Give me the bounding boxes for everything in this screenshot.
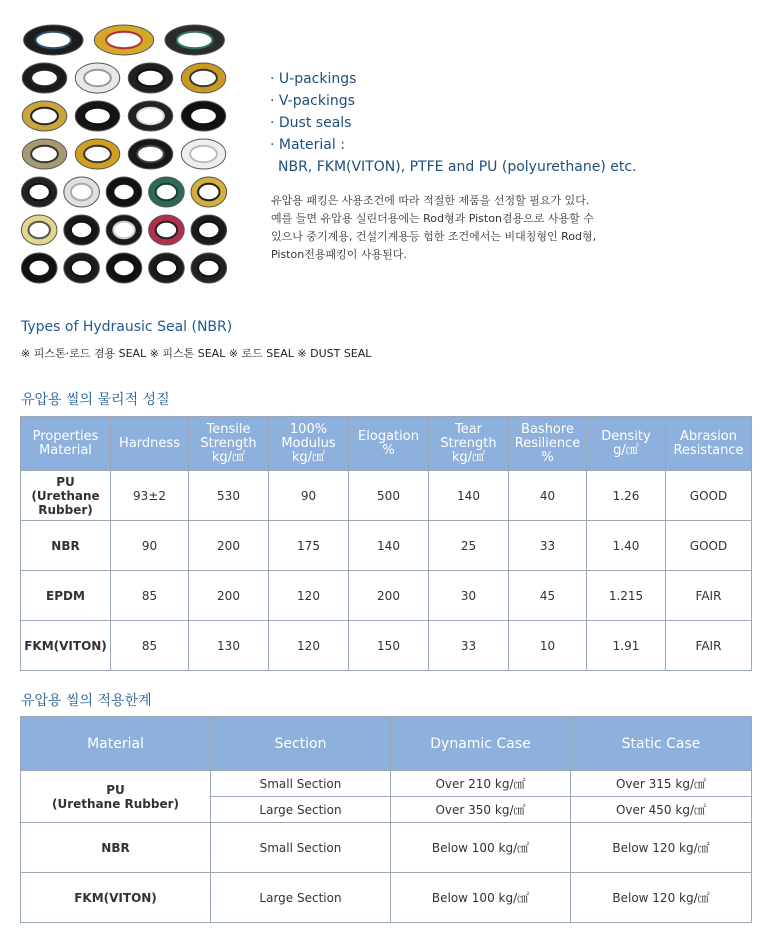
- seal-ring-hole: [71, 222, 92, 239]
- value-cell: 45: [509, 571, 587, 621]
- cell-line: Tensile: [206, 421, 251, 437]
- physical-properties-table: [20, 416, 752, 671]
- cell-line: Material: [39, 442, 92, 458]
- dynamic-cell: Below 100 kg/㎠: [391, 823, 571, 873]
- column-header: [666, 417, 752, 471]
- description-line: 있으나 중기계용, 건설기계용등 험한 조건에서는 비대칭형인 Rod형,: [271, 230, 597, 243]
- value-cell: 25: [429, 521, 509, 571]
- value-cell: 200: [349, 571, 429, 621]
- dynamic-cell: Over 350 kg/㎠: [391, 797, 571, 823]
- spec-item: · U-packings: [270, 71, 357, 87]
- cell-line: Resistance: [673, 442, 744, 458]
- description-line: 예를 들면 유압용 실린더용에는 Rod형과 Piston겸용으로 사용할 수: [271, 212, 594, 225]
- product-description: [271, 192, 651, 264]
- table-row: [21, 571, 752, 621]
- value-cell: 30: [429, 571, 509, 621]
- cell-line: kg/㎠: [291, 449, 326, 465]
- seal-ring-hole: [84, 108, 111, 125]
- cell-line: EPDM: [46, 588, 85, 603]
- value-cell: 175: [269, 521, 349, 571]
- cell-line: Density: [601, 428, 651, 444]
- value-cell: 90: [111, 521, 189, 571]
- seal-ring-hole: [156, 222, 177, 239]
- cell-line: FKM(VITON): [74, 890, 157, 905]
- cell-line: (Urethane Rubber): [51, 796, 180, 811]
- cell-line: PU: [106, 782, 125, 797]
- product-spec-list: [270, 68, 636, 178]
- seal-ring-hole: [137, 146, 164, 163]
- value-cell: 150: [349, 621, 429, 671]
- seal-ring-hole: [190, 70, 217, 87]
- value-cell: 85: [111, 621, 189, 671]
- value-cell: 85: [111, 571, 189, 621]
- spec-item: · Material :: [270, 137, 345, 153]
- cell-line: NBR: [51, 538, 80, 553]
- description-line: 유압용 패킹은 사용조건에 따라 적절한 제품을 선정할 필요가 있다.: [271, 194, 590, 207]
- section-cell: Small Section: [211, 823, 391, 873]
- column-header: [429, 417, 509, 471]
- material-cell: [21, 621, 111, 671]
- seal-ring-hole: [113, 222, 134, 239]
- material-cell: [21, 471, 111, 521]
- column-header: [587, 417, 666, 471]
- value-cell: 10: [509, 621, 587, 671]
- seal-ring-hole: [156, 260, 177, 277]
- cell-line: (Urethane: [31, 488, 100, 503]
- seal-ring-hole: [113, 184, 134, 201]
- cell-line: Abrasion: [679, 428, 738, 444]
- seal-ring-hole: [137, 108, 164, 125]
- cell-line: Modulus: [281, 435, 336, 451]
- properties-title: 유압용 씰의 물리적 성질: [21, 392, 170, 408]
- cell-line: NBR: [101, 840, 130, 855]
- material-list: NBR, FKM(VITON), PTFE and PU (polyurethane) etc.: [278, 159, 637, 175]
- cell-line: Strength: [440, 435, 497, 451]
- cell-line: kg/㎠: [211, 449, 246, 465]
- table-row: [21, 521, 752, 571]
- value-cell: 120: [269, 571, 349, 621]
- cell-line: Properties: [32, 428, 99, 444]
- seal-ring-hole: [31, 146, 58, 163]
- seal-ring-hole: [190, 108, 217, 125]
- cell-line: Rubber): [38, 502, 93, 517]
- value-cell: 500: [349, 471, 429, 521]
- cell-line: %: [382, 442, 395, 458]
- value-cell: 1.40: [587, 521, 666, 571]
- value-cell: 33: [429, 621, 509, 671]
- seal-ring-hole: [71, 184, 92, 201]
- application-limits-table: [20, 716, 752, 923]
- value-cell: 530: [189, 471, 269, 521]
- static-cell: Over 315 kg/㎠: [571, 771, 752, 797]
- table-row: [21, 823, 752, 873]
- value-cell: 200: [189, 571, 269, 621]
- value-cell: 120: [269, 621, 349, 671]
- value-cell: GOOD: [666, 521, 752, 571]
- static-cell: Over 450 kg/㎠: [571, 797, 752, 823]
- seal-types-note: ※ 피스톤·로드 겸용 SEAL ※ 피스톤 SEAL ※ 로드 SEAL ※ DUST SEAL: [21, 347, 372, 360]
- cell-line: Tear: [454, 421, 483, 437]
- cell-line: Hardness: [119, 435, 180, 451]
- material-cell: [21, 771, 211, 823]
- material-cell: [21, 823, 211, 873]
- value-cell: 200: [189, 521, 269, 571]
- value-cell: 1.26: [587, 471, 666, 521]
- seal-ring-hole: [29, 222, 50, 239]
- limits-title: 유압용 씰의 적용한계: [21, 693, 152, 709]
- cell-line: g/㎤: [613, 442, 639, 458]
- types-title: Types of Hydrausic Seal (NBR): [21, 319, 233, 335]
- static-cell: Below 120 kg/㎠: [571, 823, 752, 873]
- value-cell: FAIR: [666, 621, 752, 671]
- column-header: [21, 417, 111, 471]
- seal-ring-hole: [137, 70, 164, 87]
- spec-item: · V-packings: [270, 93, 355, 109]
- seal-ring-hole: [198, 260, 219, 277]
- cell-line: FKM(VITON): [24, 638, 107, 653]
- value-cell: 90: [269, 471, 349, 521]
- material-cell: [21, 571, 111, 621]
- cell-line: Strength: [200, 435, 257, 451]
- seal-ring-hole: [198, 222, 219, 239]
- seal-ring-hole: [71, 260, 92, 277]
- section-cell: Small Section: [211, 771, 391, 797]
- column-header: Static Case: [571, 717, 752, 771]
- seal-products-photo: [18, 14, 230, 294]
- column-header: [269, 417, 349, 471]
- cell-line: Resilience: [514, 435, 581, 451]
- material-cell: [21, 521, 111, 571]
- description-line: Piston전용패킹이 사용된다.: [271, 248, 407, 261]
- value-cell: 130: [189, 621, 269, 671]
- seal-ring-hole: [29, 184, 50, 201]
- section-cell: Large Section: [211, 797, 391, 823]
- material-cell: [21, 873, 211, 923]
- seal-ring-hole: [113, 260, 134, 277]
- column-header: [111, 417, 189, 471]
- table-row: [21, 621, 752, 671]
- cell-line: PU: [56, 474, 75, 489]
- value-cell: 40: [509, 471, 587, 521]
- seal-ring-hole: [106, 32, 142, 49]
- value-cell: 1.91: [587, 621, 666, 671]
- table-row: [21, 873, 752, 923]
- seal-ring-hole: [177, 32, 213, 49]
- column-header: [349, 417, 429, 471]
- column-header: Section: [211, 717, 391, 771]
- seal-ring-hole: [198, 184, 219, 201]
- table-row: [21, 471, 752, 521]
- column-header: Dynamic Case: [391, 717, 571, 771]
- seal-ring-hole: [31, 108, 58, 125]
- seal-ring-hole: [190, 146, 217, 163]
- seal-ring-hole: [84, 70, 111, 87]
- column-header: [509, 417, 587, 471]
- column-header: Material: [21, 717, 211, 771]
- column-header: [189, 417, 269, 471]
- value-cell: 140: [349, 521, 429, 571]
- static-cell: Below 120 kg/㎠: [571, 873, 752, 923]
- spec-item: · Dust seals: [270, 115, 352, 131]
- value-cell: 140: [429, 471, 509, 521]
- value-cell: 1.215: [587, 571, 666, 621]
- cell-line: Elogation: [358, 428, 419, 444]
- value-cell: 93±2: [111, 471, 189, 521]
- seal-ring-hole: [29, 260, 50, 277]
- seal-ring-hole: [31, 70, 58, 87]
- dynamic-cell: Below 100 kg/㎠: [391, 873, 571, 923]
- cell-line: 100%: [289, 421, 328, 437]
- table-row: [21, 771, 752, 797]
- value-cell: FAIR: [666, 571, 752, 621]
- section-cell: Large Section: [211, 873, 391, 923]
- cell-line: %: [541, 449, 554, 465]
- seal-ring-hole: [156, 184, 177, 201]
- value-cell: 33: [509, 521, 587, 571]
- dynamic-cell: Over 210 kg/㎠: [391, 771, 571, 797]
- seal-ring-hole: [36, 32, 72, 49]
- seal-ring-hole: [84, 146, 111, 163]
- cell-line: Bashore: [521, 421, 574, 437]
- value-cell: GOOD: [666, 471, 752, 521]
- cell-line: kg/㎠: [451, 449, 486, 465]
